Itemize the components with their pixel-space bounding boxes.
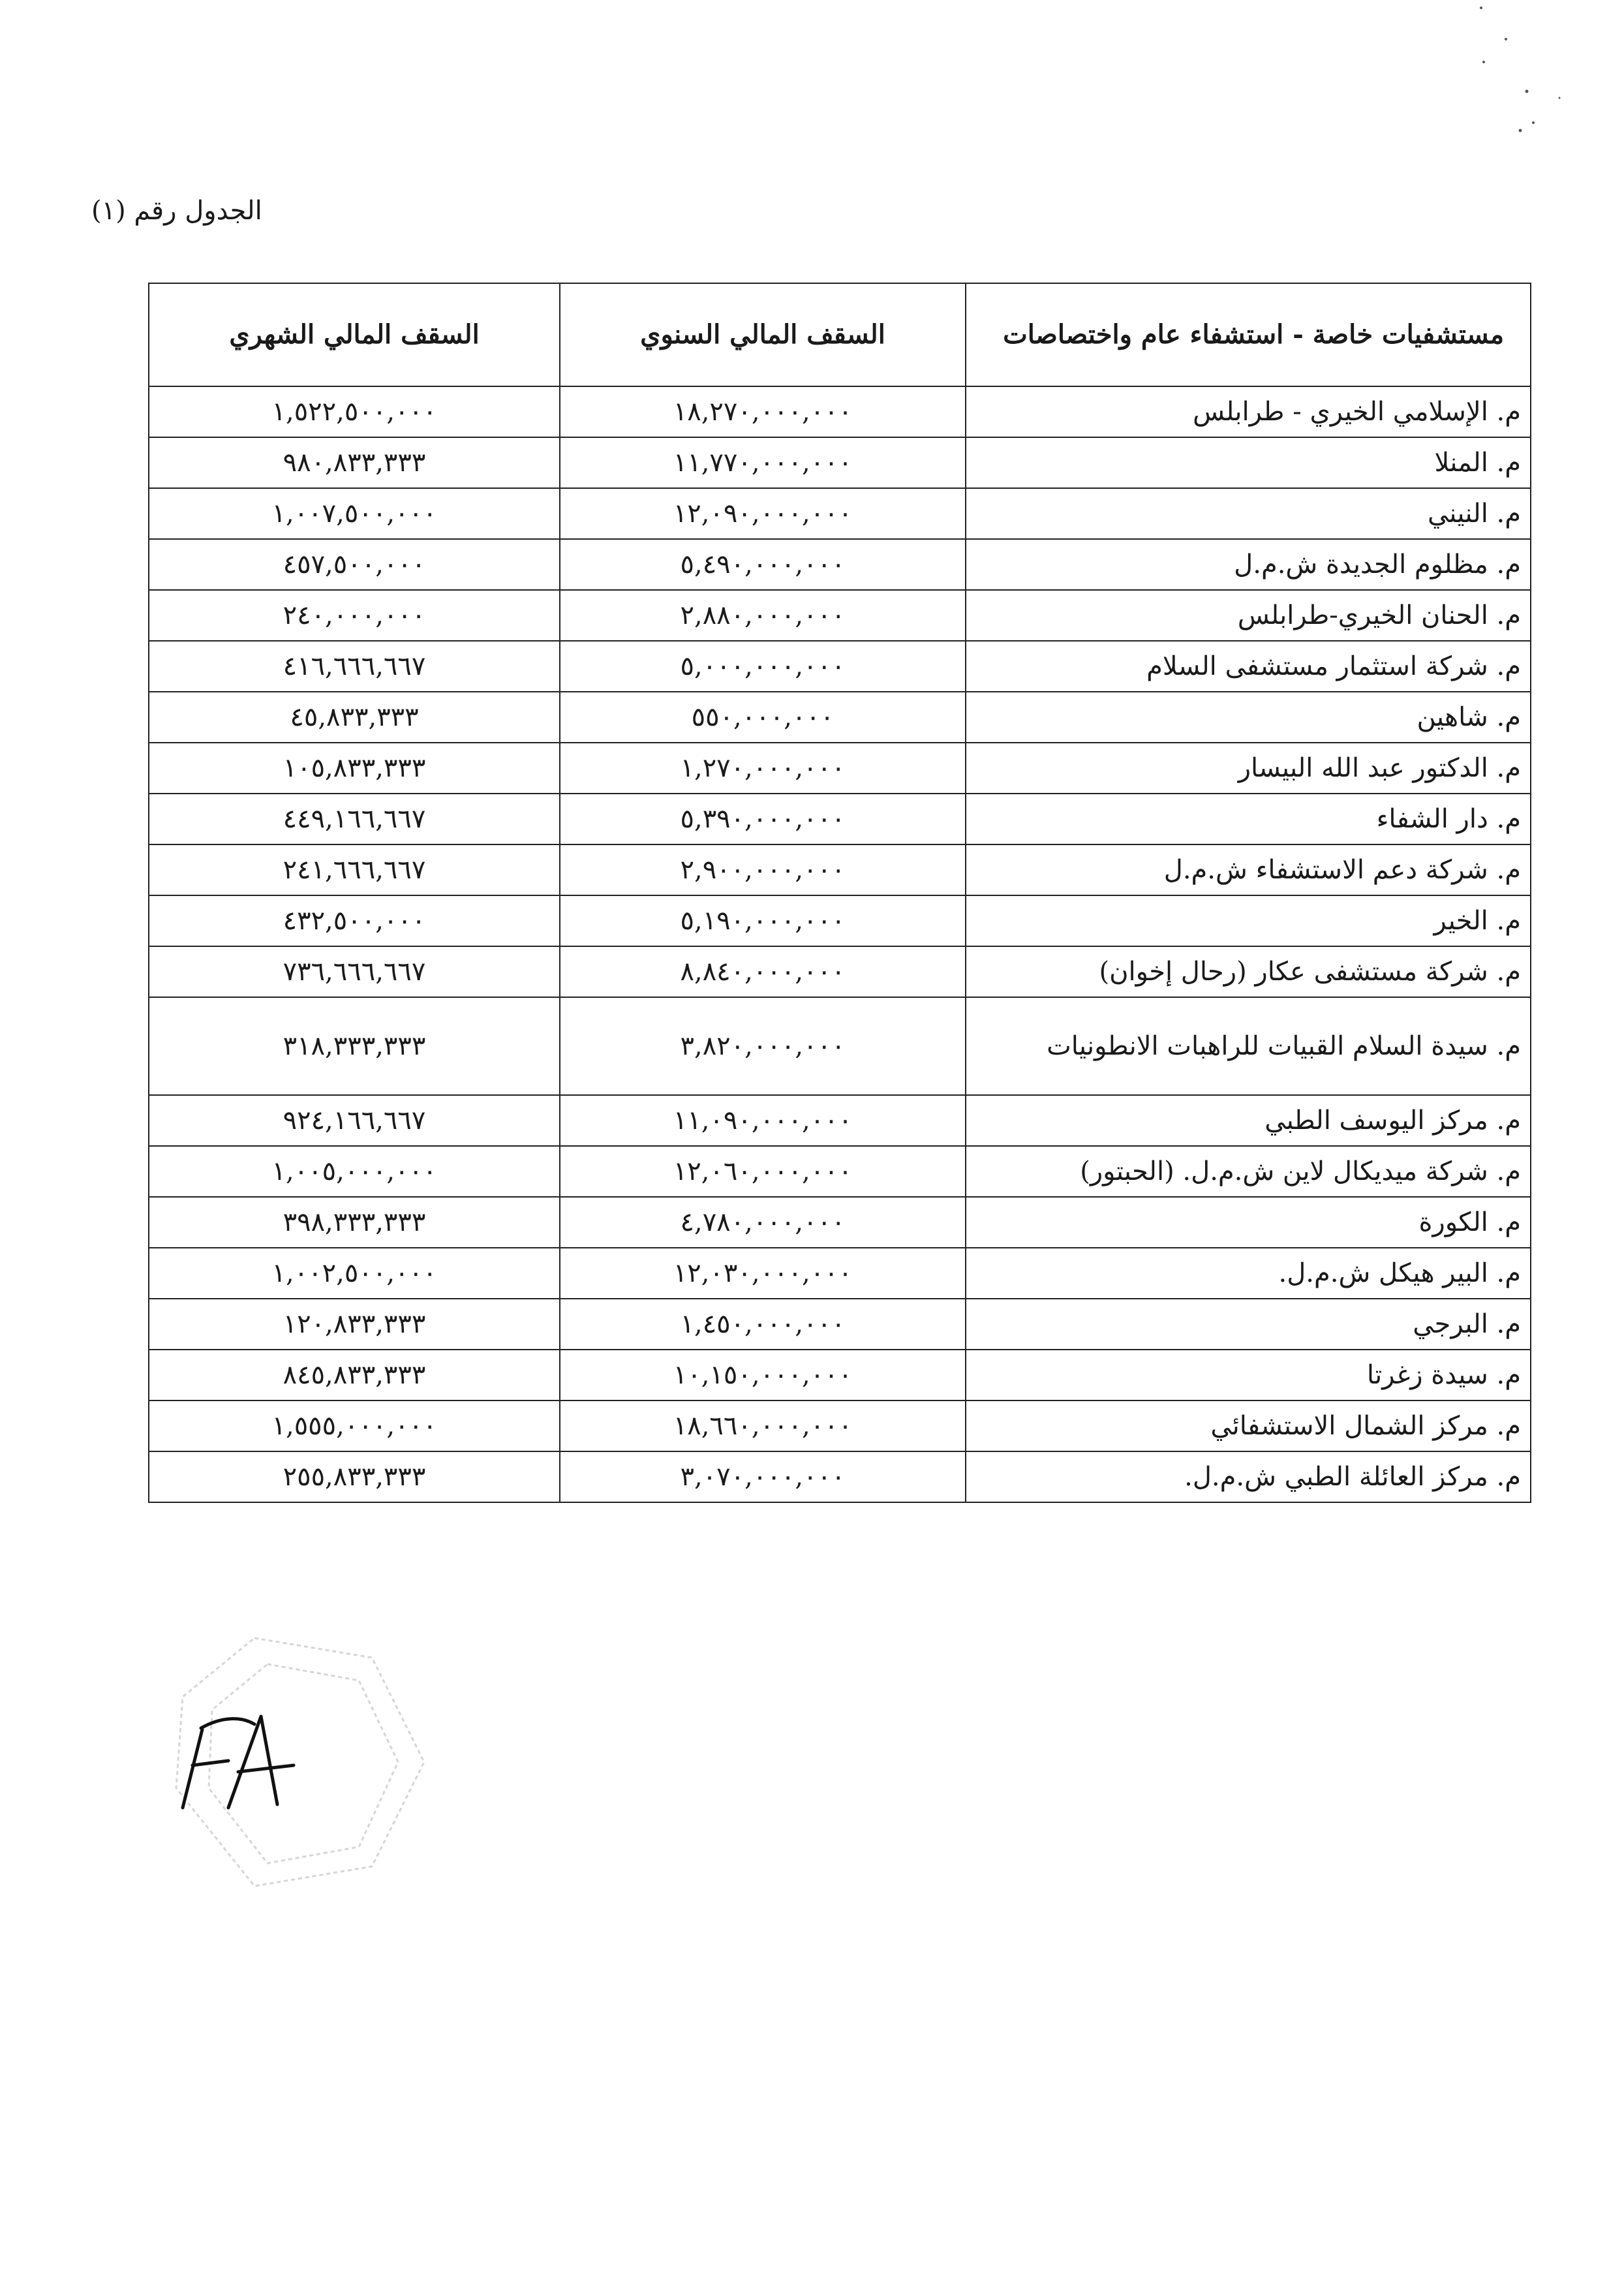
annual-ceiling-cell: ٨,٨٤٠,٠٠٠,٠٠٠: [560, 946, 966, 997]
monthly-ceiling-cell: ٧٣٦,٦٦٦,٦٦٧: [149, 946, 560, 997]
hospital-name-cell: م. مركز اليوسف الطبي: [966, 1095, 1531, 1146]
table-row: [149, 1451, 1531, 1502]
annual-ceiling-cell: ٣,٠٧٠,٠٠٠,٠٠٠: [560, 1451, 966, 1502]
table-row: [149, 1299, 1531, 1350]
scan-specks: [1455, 0, 1624, 170]
hospital-name-cell: م. الكورة: [966, 1197, 1531, 1248]
table-row: [149, 641, 1531, 692]
signature-FA: [183, 1716, 294, 1808]
table-row: [149, 1146, 1531, 1197]
monthly-ceiling-cell: ١,٥٥٥,٠٠٠,٠٠٠: [149, 1400, 560, 1451]
hospital-name-cell: م. المنلا: [966, 437, 1531, 488]
monthly-ceiling-cell: ١٠٥,٨٣٣,٣٣٣: [149, 743, 560, 794]
table-row: [149, 844, 1531, 895]
monthly-ceiling-cell: ٣١٨,٣٣٣,٣٣٣: [149, 997, 560, 1095]
table-header-row: [149, 283, 1531, 386]
table-row: [149, 1400, 1531, 1451]
monthly-ceiling-cell: ٩٢٤,١٦٦,٦٦٧: [149, 1095, 560, 1146]
header-hospital-name: مستشفيات خاصة - استشفاء عام واختصاصات: [966, 283, 1531, 386]
hospital-name-cell: م. مركز الشمال الاستشفائي: [966, 1400, 1531, 1451]
table-row: [149, 743, 1531, 794]
table-row: [149, 794, 1531, 844]
monthly-ceiling-cell: ١,٠٠٢,٥٠٠,٠٠٠: [149, 1248, 560, 1299]
annual-ceiling-cell: ٥,١٩٠,٠٠٠,٠٠٠: [560, 895, 966, 946]
monthly-ceiling-cell: ٩٨٠,٨٣٣,٣٣٣: [149, 437, 560, 488]
hospital-name-cell: م. النيني: [966, 488, 1531, 539]
table-row: [149, 692, 1531, 743]
table-row: [149, 997, 1531, 1095]
annual-ceiling-cell: ١٠,١٥٠,٠٠٠,٠٠٠: [560, 1350, 966, 1400]
table-row: [149, 1095, 1531, 1146]
annual-ceiling-cell: ٥,٠٠٠,٠٠٠,٠٠٠: [560, 641, 966, 692]
annual-ceiling-cell: ٥٥٠,٠٠٠,٠٠٠: [560, 692, 966, 743]
table-row: [149, 386, 1531, 437]
hospital-name-cell: م. شاهين: [966, 692, 1531, 743]
hospital-name-cell: م. سيدة السلام القبيات للراهبات الانطونيات: [966, 997, 1531, 1095]
stamp-with-signature: [157, 1618, 444, 1893]
table-row: [149, 1248, 1531, 1299]
annual-ceiling-cell: ١٨,٦٦٠,٠٠٠,٠٠٠: [560, 1400, 966, 1451]
table-row: [149, 1350, 1531, 1400]
hospital-name-cell: م. البرجي: [966, 1299, 1531, 1350]
annual-ceiling-cell: ٢,٩٠٠,٠٠٠,٠٠٠: [560, 844, 966, 895]
header-annual-ceiling: السقف المالي السنوي: [560, 283, 966, 386]
table-caption: الجدول رقم (١): [91, 196, 262, 226]
table-row: [149, 488, 1531, 539]
hospital-name-cell: م. مظلوم الجديدة ش.م.ل: [966, 539, 1531, 590]
hospital-name-cell: م. الدكتور عبد الله البيسار: [966, 743, 1531, 794]
annual-ceiling-cell: ١١,٧٧٠,٠٠٠,٠٠٠: [560, 437, 966, 488]
monthly-ceiling-cell: ٢٥٥,٨٣٣,٣٣٣: [149, 1451, 560, 1502]
hospital-ceiling-table: [148, 283, 1531, 1503]
monthly-ceiling-cell: ٣٩٨,٣٣٣,٣٣٣: [149, 1197, 560, 1248]
table-row: [149, 539, 1531, 590]
table-row: [149, 895, 1531, 946]
hospital-name-cell: م. مركز العائلة الطبي ش.م.ل.: [966, 1451, 1531, 1502]
hospital-name-cell: م. سيدة زغرتا: [966, 1350, 1531, 1400]
monthly-ceiling-cell: ٤١٦,٦٦٦,٦٦٧: [149, 641, 560, 692]
monthly-ceiling-cell: ١٢٠,٨٣٣,٣٣٣: [149, 1299, 560, 1350]
annual-ceiling-cell: ٥,٤٩٠,٠٠٠,٠٠٠: [560, 539, 966, 590]
monthly-ceiling-cell: ١,٠٠٧,٥٠٠,٠٠٠: [149, 488, 560, 539]
hospital-name-cell: م. شركة ميديكال لاين ش.م.ل. (الحبتور): [966, 1146, 1531, 1197]
annual-ceiling-cell: ١,٤٥٠,٠٠٠,٠٠٠: [560, 1299, 966, 1350]
annual-ceiling-cell: ١٨,٢٧٠,٠٠٠,٠٠٠: [560, 386, 966, 437]
monthly-ceiling-cell: ٨٤٥,٨٣٣,٣٣٣: [149, 1350, 560, 1400]
monthly-ceiling-cell: ٤٣٢,٥٠٠,٠٠٠: [149, 895, 560, 946]
monthly-ceiling-cell: ٤٤٩,١٦٦,٦٦٧: [149, 794, 560, 844]
annual-ceiling-cell: ١٢,٠٣٠,٠٠٠,٠٠٠: [560, 1248, 966, 1299]
annual-ceiling-cell: ١٢,٠٦٠,٠٠٠,٠٠٠: [560, 1146, 966, 1197]
monthly-ceiling-cell: ٤٥,٨٣٣,٣٣٣: [149, 692, 560, 743]
hospital-name-cell: م. الإسلامي الخيري - طرابلس: [966, 386, 1531, 437]
hospital-name-cell: م. دار الشفاء: [966, 794, 1531, 844]
monthly-ceiling-cell: ٢٤٠,٠٠٠,٠٠٠: [149, 590, 560, 641]
monthly-ceiling-cell: ٢٤١,٦٦٦,٦٦٧: [149, 844, 560, 895]
hospital-name-cell: م. الخير: [966, 895, 1531, 946]
table-row: [149, 590, 1531, 641]
hospital-name-cell: م. البير هيكل ش.م.ل.: [966, 1248, 1531, 1299]
annual-ceiling-cell: ٣,٨٢٠,٠٠٠,٠٠٠: [560, 997, 966, 1095]
hospital-name-cell: م. الحنان الخيري-طرابلس: [966, 590, 1531, 641]
hospital-name-cell: م. شركة استثمار مستشفى السلام: [966, 641, 1531, 692]
annual-ceiling-cell: ٢,٨٨٠,٠٠٠,٠٠٠: [560, 590, 966, 641]
hospital-name-cell: م. شركة دعم الاستشفاء ش.م.ل: [966, 844, 1531, 895]
monthly-ceiling-cell: ١,٥٢٢,٥٠٠,٠٠٠: [149, 386, 560, 437]
annual-ceiling-cell: ٥,٣٩٠,٠٠٠,٠٠٠: [560, 794, 966, 844]
annual-ceiling-cell: ١,٢٧٠,٠٠٠,٠٠٠: [560, 743, 966, 794]
monthly-ceiling-cell: ١,٠٠٥,٠٠٠,٠٠٠: [149, 1146, 560, 1197]
table-row: [149, 1197, 1531, 1248]
table-body: [149, 386, 1531, 1502]
table-row: [149, 946, 1531, 997]
monthly-ceiling-cell: ٤٥٧,٥٠٠,٠٠٠: [149, 539, 560, 590]
annual-ceiling-cell: ١١,٠٩٠,٠٠٠,٠٠٠: [560, 1095, 966, 1146]
annual-ceiling-cell: ٤,٧٨٠,٠٠٠,٠٠٠: [560, 1197, 966, 1248]
table-row: [149, 437, 1531, 488]
header-monthly-ceiling: السقف المالي الشهري: [149, 283, 560, 386]
annual-ceiling-cell: ١٢,٠٩٠,٠٠٠,٠٠٠: [560, 488, 966, 539]
hospital-name-cell: م. شركة مستشفى عكار (رحال إخوان): [966, 946, 1531, 997]
